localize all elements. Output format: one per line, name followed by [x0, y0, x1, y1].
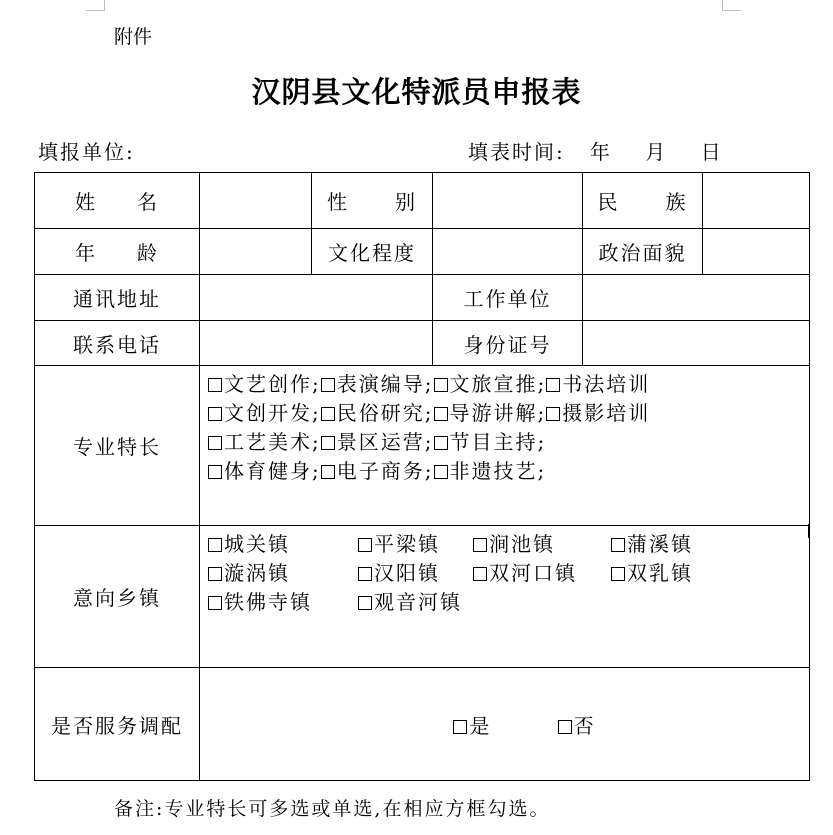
checkbox-icon[interactable] [208, 596, 222, 610]
checkbox-icon[interactable] [546, 378, 560, 392]
allocation-no-option[interactable]: 否 [558, 710, 596, 739]
gender-label: 性 别 [312, 173, 433, 229]
town-option[interactable]: 双乳镇 [611, 559, 731, 588]
specialty-option[interactable]: 工艺美术; [208, 430, 321, 454]
page-edge-mark [808, 524, 810, 538]
checkbox-icon[interactable] [208, 567, 222, 581]
phone-label: 联系电话 [35, 321, 200, 366]
checkbox-icon[interactable] [321, 378, 335, 392]
specialty-option[interactable]: 景区运营; [321, 430, 434, 454]
specialty-option[interactable]: 文创开发; [208, 401, 321, 425]
checkbox-icon[interactable] [208, 465, 222, 479]
specialty-label: 专业特长 [35, 366, 200, 526]
checkbox-icon[interactable] [558, 720, 572, 734]
checkbox-icon[interactable] [434, 436, 448, 450]
town-grid [208, 530, 809, 617]
town-option[interactable]: 蒲溪镇 [611, 530, 731, 559]
political-status-field[interactable] [703, 229, 810, 275]
checkbox-icon[interactable] [208, 538, 222, 552]
specialty-option[interactable]: 非遗技艺; [434, 459, 547, 483]
checkbox-icon[interactable] [321, 407, 335, 421]
allocation-label: 是否服务调配 [35, 668, 200, 781]
attachment-label: 附件 [114, 26, 153, 48]
education-label: 文化程度 [312, 229, 433, 275]
address-field[interactable] [200, 275, 433, 321]
page-corner-mark-right [722, 0, 741, 11]
specialty-row [208, 370, 809, 399]
specialty-option[interactable]: 电子商务; [321, 459, 434, 483]
specialty-option[interactable]: 摄影培训 [546, 401, 650, 425]
specialty-option[interactable]: 文艺创作; [208, 372, 321, 396]
specialty-row [208, 457, 809, 486]
page-corner-mark-left [86, 0, 105, 11]
checkbox-icon[interactable] [473, 538, 487, 552]
fill-time-label: 填表时间: [468, 140, 565, 164]
age-field[interactable] [200, 229, 312, 275]
town-option[interactable]: 漩涡镇 [208, 559, 358, 588]
checkbox-icon[interactable] [358, 567, 372, 581]
town-option[interactable]: 平梁镇 [358, 530, 473, 559]
checkbox-icon[interactable] [321, 436, 335, 450]
work-unit-label: 工作单位 [433, 275, 583, 321]
gender-field[interactable] [433, 173, 583, 229]
allocation-options [200, 668, 810, 781]
address-label: 通讯地址 [35, 275, 200, 321]
checkbox-icon[interactable] [208, 378, 222, 392]
specialty-option[interactable]: 文旅宣推; [434, 372, 547, 396]
checkbox-icon[interactable] [611, 538, 625, 552]
fill-time-row [468, 136, 723, 165]
town-option[interactable]: 汉阳镇 [358, 559, 473, 588]
id-number-label: 身份证号 [433, 321, 583, 366]
specialty-option[interactable]: 表演编导; [321, 372, 434, 396]
ethnicity-field[interactable] [703, 173, 810, 229]
checkbox-icon[interactable] [546, 407, 560, 421]
specialty-option[interactable]: 体育健身; [208, 459, 321, 483]
checkbox-icon[interactable] [358, 596, 372, 610]
work-unit-field[interactable] [583, 275, 810, 321]
checkbox-icon[interactable] [434, 465, 448, 479]
checkbox-icon[interactable] [434, 378, 448, 392]
checkbox-icon[interactable] [358, 538, 372, 552]
checkbox-icon[interactable] [208, 436, 222, 450]
name-label: 姓 名 [35, 173, 200, 229]
checkbox-icon[interactable] [434, 407, 448, 421]
town-option[interactable]: 双河口镇 [473, 559, 611, 588]
specialty-option[interactable]: 民俗研究; [321, 401, 434, 425]
fill-unit-label: 填报单位: [38, 140, 135, 164]
checkbox-icon[interactable] [321, 465, 335, 479]
town-options [200, 526, 810, 668]
town-option[interactable]: 观音河镇 [358, 588, 473, 617]
specialty-row [208, 399, 809, 428]
year-label: 年 [589, 140, 612, 164]
specialty-options [200, 366, 810, 526]
checkbox-icon[interactable] [473, 567, 487, 581]
day-label: 日 [700, 140, 723, 164]
checkbox-icon[interactable] [208, 407, 222, 421]
checkbox-icon[interactable] [611, 567, 625, 581]
page-title: 汉阴县文化特派员申报表 [251, 75, 582, 109]
checkbox-icon[interactable] [453, 720, 467, 734]
specialty-option[interactable]: 导游讲解; [434, 401, 547, 425]
month-label: 月 [645, 140, 668, 164]
town-option[interactable]: 涧池镇 [473, 530, 611, 559]
political-status-label: 政治面貌 [583, 229, 703, 275]
phone-field[interactable] [200, 321, 433, 366]
allocation-yes-option[interactable]: 是 [453, 710, 491, 739]
id-number-field[interactable] [583, 321, 810, 366]
application-form-table [34, 172, 810, 781]
footnote: 备注:专业特长可多选或单选,在相应方框勾选。 [114, 798, 551, 820]
specialty-option[interactable]: 书法培训 [546, 372, 650, 396]
town-option[interactable]: 铁佛寺镇 [208, 588, 358, 617]
age-label: 年 龄 [35, 229, 200, 275]
town-label: 意向乡镇 [35, 526, 200, 668]
specialty-option[interactable]: 节目主持; [434, 430, 547, 454]
ethnicity-label: 民 族 [583, 173, 703, 229]
name-field[interactable] [200, 173, 312, 229]
town-option[interactable]: 城关镇 [208, 530, 358, 559]
education-field[interactable] [433, 229, 583, 275]
specialty-row [208, 428, 809, 457]
